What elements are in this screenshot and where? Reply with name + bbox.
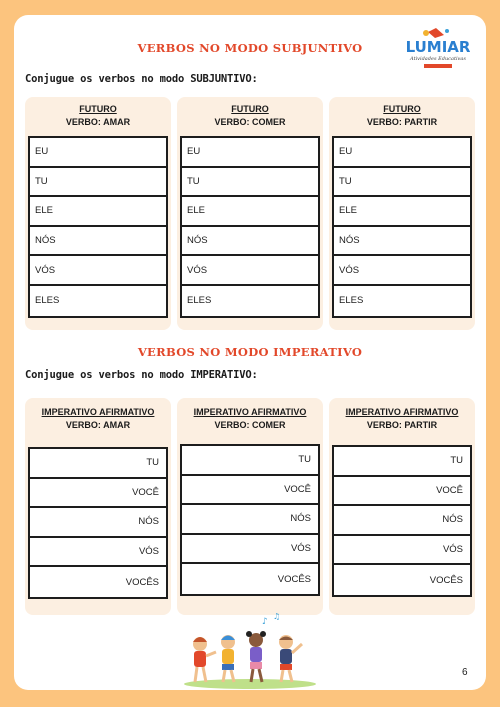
conjugation-row[interactable]: VÓS	[334, 536, 470, 566]
card-verb: VERBO: COMER	[214, 420, 286, 430]
card-tense: FUTURO	[79, 104, 117, 114]
conjugation-row[interactable]: NÓS	[334, 227, 470, 257]
imperativo-title: VERBOS NO MODO IMPERATIVO	[137, 345, 363, 359]
conjugation-row[interactable]: ELE	[334, 197, 470, 227]
card-verb: VERBO: COMER	[214, 117, 286, 127]
conjugation-row[interactable]: VOCÊ	[182, 476, 318, 506]
conjugation-row[interactable]: VÓS	[182, 256, 318, 286]
subjuntivo-card-partir	[329, 97, 475, 330]
card-verb: VERBO: PARTIR	[366, 420, 438, 430]
conjugation-row[interactable]: NÓS	[182, 227, 318, 257]
conjugation-row[interactable]: VÓS	[334, 256, 470, 286]
logo-wordmark: LUMIAR	[406, 38, 470, 56]
conjugation-row[interactable]: TU	[30, 168, 166, 198]
conjugation-row[interactable]: ELE	[182, 197, 318, 227]
subjuntivo-card-amar	[25, 97, 171, 330]
conjugation-row[interactable]: VOCÊS	[125, 576, 159, 588]
conjugation-row[interactable]: ELE	[30, 197, 166, 227]
conjugation-row[interactable]: VOCÊ	[30, 479, 166, 509]
conjugation-row[interactable]: TU	[30, 449, 166, 479]
conjugation-row[interactable]: NÓS	[30, 227, 166, 257]
conjugation-row[interactable]: ELES	[339, 295, 364, 307]
card-tense: IMPERATIVO AFIRMATIVO	[193, 407, 307, 417]
card-verb: VERBO: AMAR	[65, 420, 131, 430]
children-illustration	[176, 612, 324, 692]
imperativo-instruction: Conjugue os verbos no modo IMPERATIVO:	[25, 369, 258, 381]
conjugation-row[interactable]: VOCÊS	[429, 574, 463, 586]
imperativo-card-comer	[177, 398, 323, 615]
conjugation-row[interactable]: NÓS	[182, 505, 318, 535]
conjugation-row[interactable]: VÓS	[30, 538, 166, 568]
conjugation-table	[332, 445, 472, 597]
card-tense: FUTURO	[231, 104, 269, 114]
conjugation-row[interactable]: TU	[182, 168, 318, 198]
conjugation-table	[332, 136, 472, 318]
conjugation-row[interactable]: VOCÊ	[334, 477, 470, 507]
conjugation-row[interactable]: EU	[30, 138, 166, 168]
subjuntivo-title: VERBOS NO MODO SUBJUNTIVO	[137, 41, 363, 55]
conjugation-row[interactable]: TU	[334, 447, 470, 477]
svg-text:♫: ♫	[273, 612, 281, 621]
conjugation-table	[180, 444, 320, 596]
card-tense: IMPERATIVO AFIRMATIVO	[41, 407, 155, 417]
card-verb: VERBO: PARTIR	[366, 117, 438, 127]
conjugation-row[interactable]: VÓS	[30, 256, 166, 286]
conjugation-row[interactable]: VOCÊS	[277, 573, 311, 585]
conjugation-row[interactable]: ELES	[187, 295, 212, 307]
imperativo-card-partir	[329, 398, 475, 615]
subjuntivo-instruction: Conjugue os verbos no modo SUBJUNTIVO:	[25, 73, 258, 85]
conjugation-row[interactable]: TU	[334, 168, 470, 198]
page-number: 6	[462, 667, 468, 678]
conjugation-table	[180, 136, 320, 318]
conjugation-row[interactable]: EU	[334, 138, 470, 168]
card-verb: VERBO: AMAR	[65, 117, 131, 127]
subjuntivo-card-comer	[177, 97, 323, 330]
conjugation-row[interactable]: NÓS	[30, 508, 166, 538]
imperativo-card-amar	[25, 398, 171, 615]
conjugation-table	[28, 136, 168, 318]
svg-text:♪: ♪	[262, 617, 268, 627]
conjugation-row[interactable]: VÓS	[182, 535, 318, 565]
conjugation-row[interactable]: TU	[182, 446, 318, 476]
conjugation-row[interactable]: ELES	[35, 295, 60, 307]
card-tense: FUTURO	[383, 104, 421, 114]
conjugation-row[interactable]: NÓS	[334, 506, 470, 536]
conjugation-row[interactable]: EU	[182, 138, 318, 168]
card-tense: IMPERATIVO AFIRMATIVO	[345, 407, 459, 417]
logo-tagline: Atividades Educativas	[410, 56, 466, 62]
conjugation-table	[28, 447, 168, 599]
